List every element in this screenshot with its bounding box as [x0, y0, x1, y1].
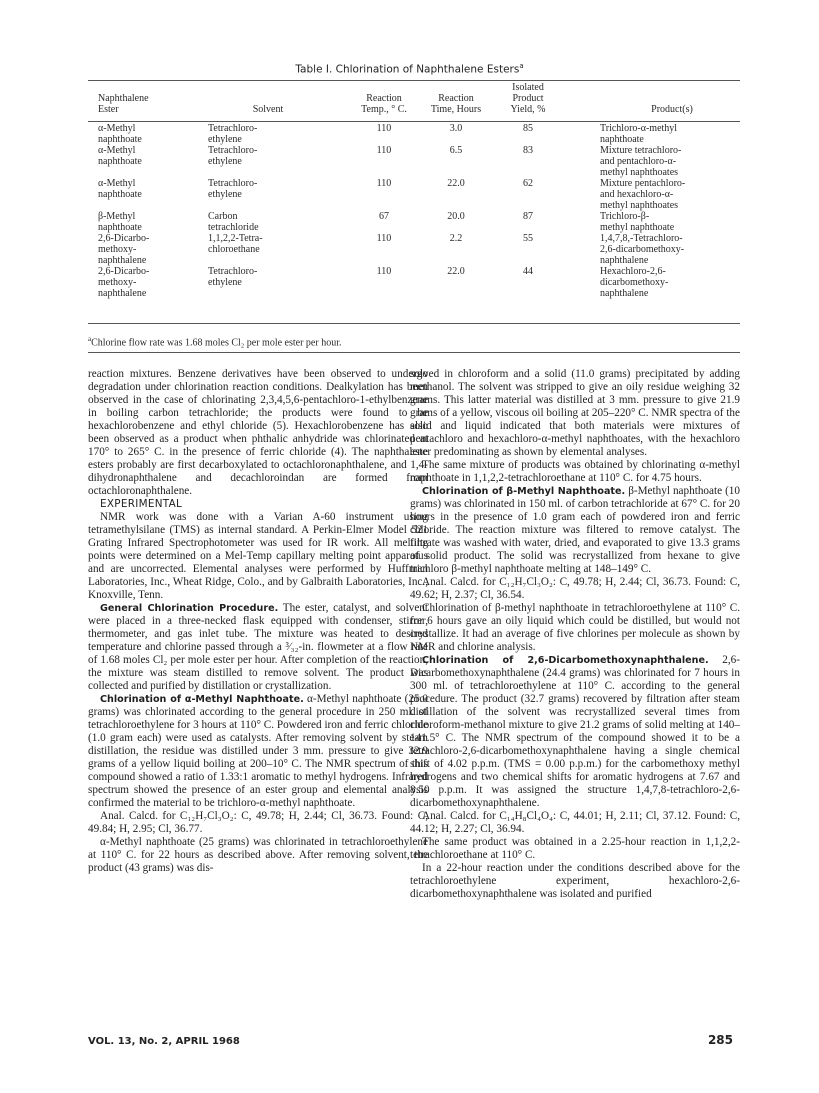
cell-products: Mixture pentachloro- and hexachloro-α- methyl naphthoates: [600, 178, 686, 211]
cell-solvent: Tetrachloro- ethylene: [208, 266, 258, 288]
table-title-text: Table I. Chlorination of Naphthalene Esters: [295, 63, 520, 76]
paragraph-text: α-Methyl naphthoate (25.0 grams) was chlorinated according to the general procedure in 250 ml. of tetrachloroethylene for 3 hours at 110° C. Powdered iron and ferric chloride (1.0 gram each) were used as catalysts. After removing solvent by steam distillation, the residue was distilled under 3 mm. pressure to give 32.9 grams of a yellow liquid boiling at 200–10° C. The NMR spectrum of this compound showed a ratio of 1.33:1 aromatic to methyl hydrogens. Infrared spectrum showed the presence of an ester group and elemental analysis confirmed the material to be trichloro-α-methyl naphthoate.: [88, 693, 428, 809]
paragraph: reaction mixtures. Benzene derivatives have been observed to undergo degradation under chlorination reaction conditions. Dealkylation has been observed in the case of chlorinating 2,3,4,5,6-pentachloro-1-ethylbenzene in boiling carbon tetrachloride; the products were found to be hexachlorobenzene and ethyl chloride (5). Hexachlorobenzene has also been observed as a product when phthalic anhydride was chlorinated at 170° to 265° C. in the presence of ferric chloride (4). The naphthalene esters probably are first decarboxylated to octachloronaphthalene, and 1,4-dihydronaphthalene and decachloroindan are formed from octachloronaphthalene.: [88, 368, 428, 497]
paragraph: The same mixture of products was obtained by chlorinating α-methyl naphthoate in 1,1,2,2-tetrachloroethane at 110° C. for 4.75 hours.: [410, 459, 740, 484]
paragraph: [410, 654, 740, 810]
table-bottom-rule: [88, 323, 740, 324]
table-header-row: [88, 82, 740, 119]
cell-ester: 2,6-Dicarbo- methoxy- naphthalene: [98, 233, 150, 266]
paragraph: Anal. Calcd. for C₁₂H₇Cl₃O₂: C, 49.78; H, 2.44; Cl, 36.73. Found: C, 49.84; H, 2.95; Cl, 36.77.: [88, 810, 428, 835]
header-temp: Reaction Temp., ° C.: [361, 93, 407, 115]
table-row: [88, 178, 740, 211]
table-row: [88, 266, 740, 299]
cell-yield: 62: [523, 178, 533, 189]
paragraph: solved in chloroform and a solid (11.0 grams) precipitated by adding methanol. The solvent was stripped to give an oily residue weighing 32 grams. This latter material was distilled at 3 mm. pressure to give 21.9 grams of a yellow, viscous oil boiling at 205–220° C. NMR spectra of the solid and liquid indicated that both materials were mixtures of pentachloro and hexachloro-α-methyl naphthoates, with the hexachloro ester predominating as shown by elemental analyses.: [410, 368, 740, 458]
header-solvent: Solvent: [252, 104, 284, 115]
header-ester: Naphthalene Ester: [98, 93, 149, 115]
cell-yield: 83: [523, 145, 533, 156]
cell-time: 20.0: [447, 211, 465, 222]
run-in-heading: Chlorination of β-Methyl Naphthoate.: [422, 486, 626, 497]
cell-time: 2.2: [449, 233, 463, 244]
paragraph: The same product was obtained in a 2.25-hour reaction in 1,1,2,2-tetrachloroethane at 110° C.: [410, 836, 740, 861]
cell-temp: 110: [376, 178, 392, 189]
cell-ester: β-Methyl naphthoate: [98, 211, 142, 233]
cell-solvent: 1,1,2,2-Tetra- chloroethane: [208, 233, 263, 255]
paragraph: Anal. Calcd. for C₁₂H₇Cl₃O₂: C, 49.78; H, 2.44; Cl, 36.73. Found: C, 49.62; H, 2.37; Cl, 36.54.: [410, 576, 740, 601]
paragraph: NMR work was done with a Varian A-60 instrument using tetramethylsilane (TMS) as internal standard. A Perkin-Elmer Model 521 Grating Infrared Spectrophotometer was used for IR work. All melting points were determined on a Mel-Temp capillary melting point apparatus and are uncorrected. Elemental analyses were performed by Huffman Laboratories, Inc., Wheat Ridge, Colo., and by Galbraith Laboratories, Inc., Knoxville, Tenn.: [88, 511, 428, 601]
paragraph: [88, 693, 428, 810]
cell-products: Trichloro-β- methyl naphthoate: [600, 211, 675, 233]
cell-ester: α-Methyl naphthoate: [98, 178, 142, 200]
paragraph: α-Methyl naphthoate (25 grams) was chlorinated in tetrachloroethylene at 110° C. for 22 hours as described above. After removing solvent, the product (43 grams) was dis-: [88, 836, 428, 874]
footnote-text: Chlorine flow rate was 1.68 moles Cl₂ per mole ester per hour.: [91, 337, 342, 349]
paragraph-text: The ester, catalyst, and solvent were placed in a three-necked flask equipped with condenser, stirrer, thermometer, and gas inlet tube. The mixture was heated to desired temperature and chlorine passed through a ³⁄₃₂-in. flowmeter at a flow rate of 1.68 moles Cl₂ per mole ester per hour. After completion of the reaction, the mixture was steam distilled to remove solvent. The product was collected and purified by distillation or crystallization.: [88, 602, 429, 692]
cell-time: 6.5: [449, 145, 463, 156]
cell-solvent: Tetrachloro- ethylene: [208, 123, 258, 145]
cell-temp: 110: [376, 266, 392, 277]
cell-yield: 87: [523, 211, 533, 222]
cell-solvent: Carbon tetrachloride: [208, 211, 259, 233]
cell-products: Trichloro-α-methyl naphthoate: [600, 123, 678, 145]
paragraph-text: β-Methyl naphthoate (10 grams) was chlorinated in 150 ml. of carbon tetrachloride at 67° C. for 20 hours in the presence of 1.0 gram each of powdered iron and ferric chloride. The reaction mixture was filtered to remove catalyst. The filtrate was washed with water, dried, and evaporated to give 13.3 grams of solid product. The solid was recrystallized from hexane to give trichloro β-methyl naphthoate melting at 148–149° C.: [410, 485, 740, 575]
table-top-rule: [88, 80, 740, 81]
header-time: Reaction Time, Hours: [430, 93, 482, 115]
cell-yield: 44: [523, 266, 533, 277]
cell-temp: 110: [376, 233, 392, 244]
table-title-note: a: [519, 62, 524, 70]
journal-issue-footer: VOL. 13, No. 2, APRIL 1968: [88, 1036, 240, 1047]
run-in-heading: Chlorination of 2,6-Dicarbomethoxynaphthalene.: [422, 655, 709, 666]
cell-yield: 55: [523, 233, 533, 244]
cell-time: 22.0: [447, 266, 465, 277]
header-products: Product(s): [651, 104, 693, 115]
table-row: [88, 145, 740, 178]
paragraph: Anal. Calcd. for C₁₄H₈Cl₄O₄: C, 44.01; H, 2.11; Cl, 37.12. Found: C, 44.12; H, 2.27; Cl, 36.94.: [410, 810, 740, 835]
left-column: [88, 368, 428, 875]
table-row: [88, 211, 740, 233]
cell-products: Hexachloro-2,6- dicarbomethoxy- naphthalene: [600, 266, 669, 299]
paragraph: Chlorination of β-methyl naphthoate in tetrachloroethylene at 110° C. for 6 hours gave an oily liquid which could be distilled, but would not crystallize. It had an average of five chlorines per molecule as shown by NMR and chlorine analysis.: [410, 602, 740, 653]
table-title: [0, 62, 819, 76]
page-number: 285: [707, 1033, 733, 1047]
footnote-mark: a: [88, 335, 92, 343]
cell-temp: 67: [379, 211, 389, 222]
section-heading-experimental: EXPERIMENTAL: [100, 498, 183, 510]
cell-temp: 110: [376, 123, 392, 134]
cell-time: 3.0: [449, 123, 463, 134]
cell-ester: α-Methyl naphthoate: [98, 123, 142, 145]
cell-temp: 110: [376, 145, 392, 156]
paragraph: In a 22-hour reaction under the conditions described above for the tetrachloroethylene experiment, hexachloro-2,6-dicarbomethoxynaphthalene was isolated and purified: [410, 862, 740, 900]
run-in-heading: Chlorination of α-Methyl Naphthoate.: [100, 694, 304, 705]
chlorination-table: [88, 82, 740, 299]
paragraph-text: 2,6-Dicarbomethoxynaphthalene (24.4 grams) was chlorinated for 7 hours in 300 ml. of tetrachloroethylene at 110° C. according to the general procedure. The product (32.7 grams) recovered by filtration after steam distillation of the solvent was recrystallized several times from chloroform-methanol mixture to give 21.2 grams of solid melting at 140–141.5° C. The NMR spectrum of the compound showed it to be a tetrachloro-2,6-dicarbomethoxynaphthalene having a single chemical shift of 4.02 p.p.m. (TMS = 0.00 p.p.m.) for the carbomethoxy methyl hydrogens and two chemical shifts for aromatic hydrogens at 7.67 and 8.50 p.p.m. It was assigned the structure 1,4,7,8-tetrachloro-2,6-dicarbomethoxynaphthalene.: [410, 654, 741, 809]
cell-solvent: Tetrachloro- ethylene: [208, 145, 258, 167]
cell-products: Mixture tetrachloro- and pentachloro-α- methyl naphthoates: [600, 145, 682, 178]
header-yield: Isolated Product Yield, %: [510, 82, 546, 115]
paragraph: [410, 485, 740, 576]
paragraph: [88, 602, 428, 693]
right-column: [410, 368, 740, 901]
cell-products: 1,4,7,8,-Tetrachloro- 2,6-dicarbomethoxy- naphthalene: [600, 233, 685, 266]
cell-time: 22.0: [447, 178, 465, 189]
table-footnote: [88, 335, 740, 348]
cell-yield: 85: [523, 123, 533, 134]
run-in-heading: General Chlorination Procedure.: [100, 603, 279, 614]
cell-ester: α-Methyl naphthoate: [98, 145, 142, 167]
table-row: [88, 119, 740, 145]
table-end-rule: [88, 352, 740, 353]
cell-solvent: Tetrachloro- ethylene: [208, 178, 258, 200]
table-row: [88, 233, 740, 266]
cell-ester: 2,6-Dicarbo- methoxy- naphthalene: [98, 266, 150, 299]
